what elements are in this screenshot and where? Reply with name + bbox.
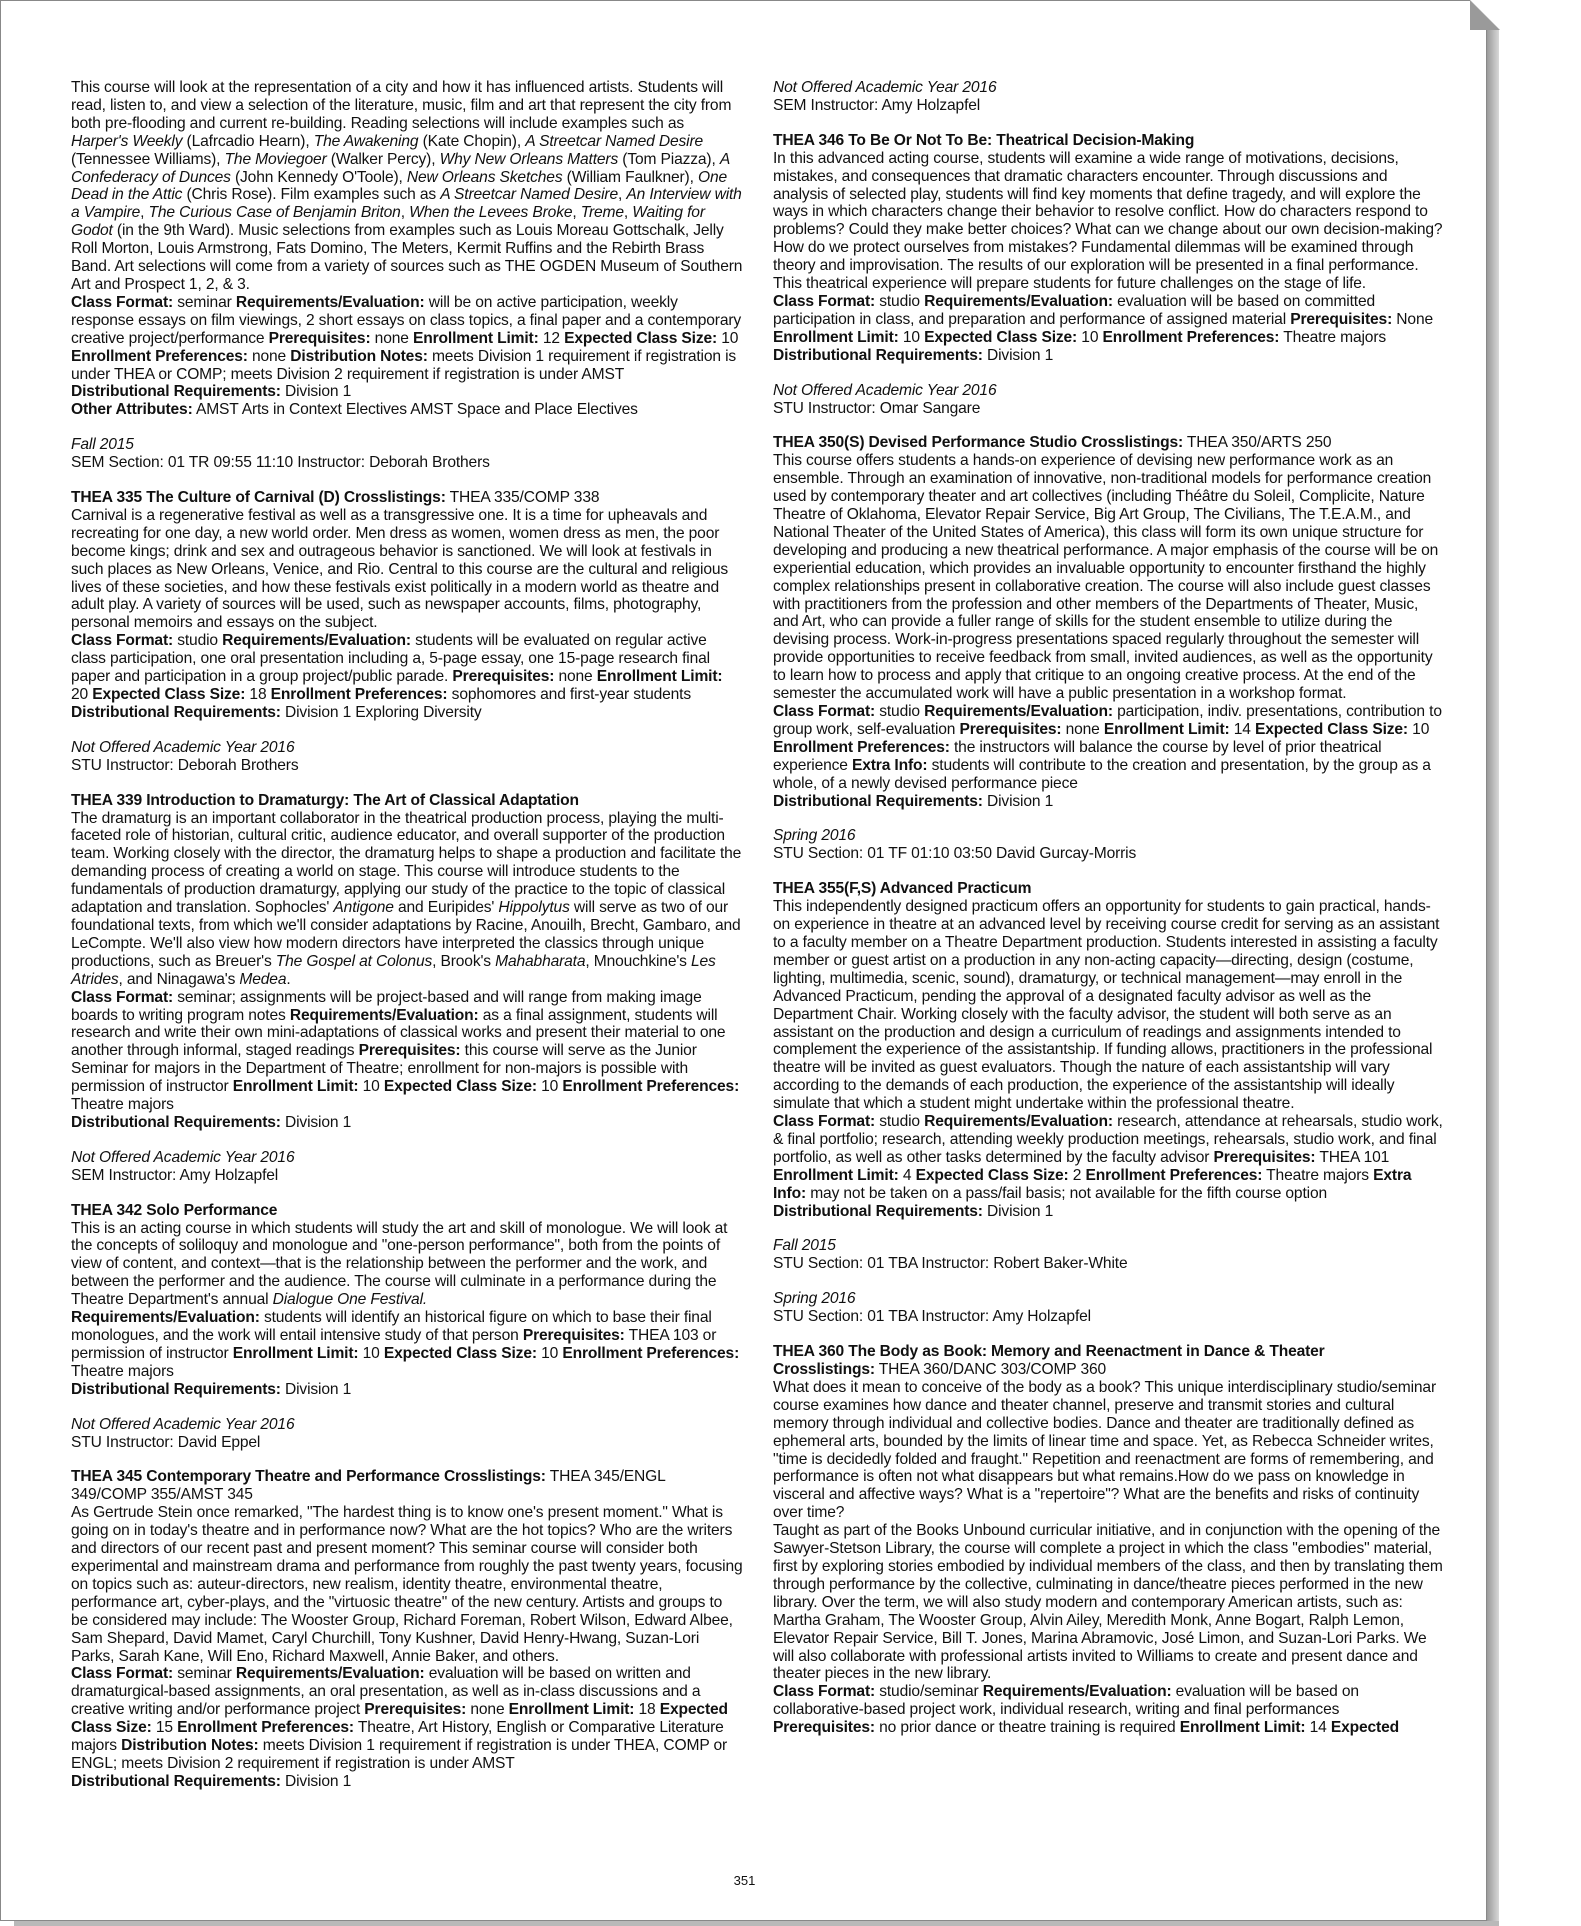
text-run: sophomores and first-year students [447, 686, 691, 703]
course-description [71, 810, 743, 989]
bold-label: Requirements/Evaluation: [235, 293, 425, 311]
text-run: (Tom Piazza), [618, 150, 720, 168]
schedule-term: Not Offered Academic Year 2016 [773, 381, 997, 399]
bold-label: Extra Info: [773, 1166, 1412, 1202]
bold-label: Class Format: [71, 988, 174, 1006]
text-run: In this advanced acting course, students will examine a wide range of motivations, decisions, mistakes, and consequences that dramatic characters encounter. Through discussions and analysis of selected play, students will find key moments that define tragedy, and will explore the ways in which characters change their behavior to resolve conflict. How do characters respond to problems? Could they make better choices? What can we change about our own decision-making? How do we protect ourselves from mistakes? Fundamental dilemmas will be examined through theory and improvisation. The results of our exploration will be presented in a final performance. This theatrical experience will prepare students for future challenges on the stage of life. [773, 149, 1443, 293]
text-run: This course will look at the representation of a city and how it has influenced artists. Students will read, listen to, and view a selection of the literature, music, film and art that represent the city from both pre-flooding and current re-building. Reading selections will include examples such as [71, 79, 732, 132]
bold-label: Prerequisites: [773, 1719, 875, 1737]
course-thea-355 [773, 880, 1445, 1220]
course-description [71, 507, 743, 632]
page-shadow-bottom [14, 1921, 1499, 1926]
text-run: research, attendance at rehearsals, studio work, & final portfolio; research, attending weekly production meetings, rehearsals, studio work, and final portfolio, as well as other tasks determined by the faculty advisor [773, 1113, 1443, 1166]
text-run: 10 [358, 1078, 384, 1096]
distributional-requirements [773, 1203, 1445, 1221]
bold-label: Requirements/Evaluation: [235, 1665, 425, 1683]
italic-text: The Awakening [313, 132, 419, 150]
text-run: students will identify an historical figure on which to base their final monologues, and the work will entail intensive study of that person [71, 1309, 712, 1344]
text-run: Taught as part of the Books Unbound curricular initiative, and in conjunction with the opening of the Sawyer-Stetson Library, the course will complete a project in which the class "embodies" material, first by exploring stories embodied by individual members of the class, and then by translating them through performance by the collective, culminating in dance/theatre pieces performed in the new library. Over the term, we will also study modern and contemporary American artists, such as: Martha Graham, The Wooster Group, Alvin Ailey, Meredith Monk, Anne Bogart, Ralph Lemon, Elevator Repair Service, Bill T. Jones, Marina Abramovic, José Limon, and Suzan-Lori Parks. We will also collaborate with professional artists invited to Williams to create and present dance and theater pieces in the new library. [773, 1522, 1443, 1683]
course-details [773, 293, 1445, 347]
schedule-block [71, 739, 743, 775]
italic-text: The Moviegoer [224, 150, 327, 168]
schedule-block [773, 79, 1445, 115]
schedule-term: Fall 2015 [71, 436, 134, 454]
text-run: 10 [717, 329, 739, 347]
text-run: THEA 360/DANC 303/COMP 360 [874, 1361, 1107, 1378]
bold-label: Enrollment Preferences: [1085, 1166, 1263, 1184]
schedule-term: Not Offered Academic Year 2016 [71, 1148, 295, 1166]
course-details [773, 1683, 1445, 1737]
course-description [773, 452, 1445, 703]
text-run: students will be evaluated on regular active class participation, one oral presentation including a, 5-page essay, one 15-page research final paper and participation in a group project/public parade. [71, 632, 710, 686]
text-run: Division 1 [280, 1113, 352, 1131]
schedule-term: Not Offered Academic Year 2016 [773, 79, 997, 96]
italic-text: Waiting for Godot [71, 204, 705, 240]
text-run: none [370, 329, 413, 347]
bold-label: Expected Class Size: [564, 329, 718, 347]
bold-label: Prerequisites: [959, 720, 1062, 738]
bold-label: Class Format: [71, 293, 174, 311]
course-details [71, 294, 743, 384]
schedule-block [773, 1237, 1445, 1273]
schedule-section: SEM Instructor: Amy Holzapfel [71, 1166, 279, 1184]
right-column [773, 79, 1445, 1754]
bold-label: THEA 360 The Body as Book: Memory and Reenactment in Dance & Theater [773, 1343, 1325, 1361]
text-run: Division 1 [982, 346, 1054, 364]
text-run: none [466, 1701, 509, 1719]
bold-label: Distributional Requirements: [71, 1113, 281, 1131]
bold-label: Distributional Requirements: [71, 1380, 281, 1398]
course-description [773, 1379, 1445, 1522]
bold-label: Enrollment Limit: [1103, 720, 1230, 738]
schedule-section: SEM Section: 01 TR 09:55 11:10 Instructor: Deborah Brothers [71, 454, 490, 472]
course-intro-new-orleans [71, 79, 743, 419]
text-run: Division 1 [982, 792, 1054, 810]
bold-label: Prerequisites: [452, 668, 555, 686]
bold-label: Expected Class Size: [924, 328, 1078, 346]
text-run: None [1392, 310, 1433, 328]
text-run: seminar [173, 293, 236, 311]
schedule-block [71, 1149, 743, 1185]
text-run: Theatre majors [71, 1362, 174, 1380]
text-run: studio/seminar [875, 1683, 983, 1701]
schedule-section: STU Instructor: Omar Sangare [773, 399, 981, 417]
text-run: will be on active participation, weekly response essays on film viewings, 2 short essays on class topics, a final paper and a contemporary creative project/performance [71, 293, 742, 347]
bold-label: Enrollment Preferences: [773, 738, 950, 756]
course-title [773, 1343, 1445, 1361]
schedule-term: Not Offered Academic Year 2016 [71, 738, 295, 756]
schedule-section: SEM Instructor: Amy Holzapfel [773, 96, 981, 114]
schedule-section: STU Instructor: Deborah Brothers [71, 756, 299, 774]
course-title [71, 489, 743, 507]
bold-label: Distributional Requirements: [773, 792, 983, 810]
text-run: studio [173, 632, 223, 650]
bold-label: Prerequisites: [522, 1327, 625, 1344]
bold-label: Enrollment Limit: [1179, 1719, 1306, 1737]
text-run: This independently designed practicum offers an opportunity for students to gain practical, hands-on experience in theatre at an advanced level by receiving course credit for serving as an assistant to a faculty member on a Theatre Department production. Students interested in assisting a faculty member or guest artist on a production in any non-acting capacity—directing, design (costume, lighting, multimedia, scenic, sound), dramaturgy, or technical management—may enroll in the Advanced Practicum, pending the approval of a designated faculty advisor as well as the Department Chair. Working closely with the faculty advisor, the student will both serve as an assistant on the production and design a curriculum of readings and assignments intended to complement the experience of the assistantship. If funding allows, practitioners in the professional theatre will be invited as guest evaluators. Though the nature of each assistantship will vary according to the demands of each production, the experience of the assistantship will ideally simulate that which a student might undertake within the professional theatre. [773, 898, 1440, 1113]
bold-label: Prerequisites: [1213, 1148, 1316, 1166]
text-run: will serve as two of our foundational texts, from which we'll consider adaptations by Racine, Anouilh, Brecht, Gambaro, and LeCompte. We'll also view how modern directors have interpreted the classics through unique productions, such as Breuer's [71, 899, 741, 970]
text-run: , [400, 204, 410, 222]
bold-label: Class Format: [773, 1113, 876, 1131]
bold-label: Requirements/Evaluation: [71, 1309, 260, 1327]
text-run: no prior dance or theatre training is required [874, 1719, 1180, 1737]
text-run: 15 [151, 1719, 178, 1737]
bold-label: Enrollment Limit: [232, 1078, 359, 1096]
bold-label: Distribution Notes: [290, 347, 428, 365]
text-run: (Tennessee Williams), [71, 150, 225, 168]
distributional-requirements [71, 1773, 743, 1791]
text-run: THEA 335/COMP 338 [445, 489, 600, 507]
text-run: What does it mean to conceive of the body as a book? This unique interdisciplinary studio/seminar course examines how dance and theater channel, preserve and transmit stories and cultural memory through individual and collective bodies. Dance and theater are traditionally defined as ephemeral arts, bounded by the limits of linear time and space. Yet, as Rebecca Schneider writes, "time is decidedly folded and fraught." Repetition and reenactment are forms of remembering, and performance is often not what disappears but what remains.How do we pass on knowledge in visceral and affective ways? What is a "repertoire"? What are the benefits and risks of continuity over time? [773, 1378, 1437, 1522]
text-run: seminar [173, 1665, 236, 1683]
schedule-section: STU Section: 01 TBA Instructor: Robert Baker-White [773, 1255, 1128, 1273]
text-run: studio [875, 703, 925, 720]
course-details [71, 989, 743, 1114]
course-description [71, 1504, 743, 1665]
text-run: (Kate Chopin), [418, 132, 526, 150]
text-run: seminar; assignments will be project-based and will range from making image boards to writing program notes [71, 988, 702, 1024]
schedule-block [71, 436, 743, 472]
text-run: 10 [1407, 720, 1430, 738]
course-thea-342 [71, 1202, 743, 1399]
course-title [773, 880, 1445, 898]
page-fold-corner [1470, 0, 1500, 30]
text-run: evaluation will be based on written and dramaturgical-based assignments, an oral presentation, as well as in-class discussions and a creative writing and/or performance project [71, 1665, 701, 1719]
text-run: Theatre, Art History, English or Comparative Literature majors [71, 1719, 724, 1755]
text-run: and Euripides' [393, 899, 499, 917]
text-run: Division 1 Exploring Diversity [280, 703, 482, 721]
course-details [773, 1113, 1445, 1203]
bold-label: Other Attributes: [71, 401, 193, 419]
italic-text: Antigone [333, 899, 394, 917]
text-run: (in the 9th Ward). Music selections from examples such as Louis Moreau Gottschalk, Jelly Roll Morton, Louis Armstrong, Fats Domino, The Meters, Kermit Ruffins and the Rebirth Brass Band. Art selections will come from a variety of sources such as THE OGDEN Museum of Southern Art and Prospect 1, 2, & 3. [71, 222, 743, 293]
italic-text: A Streetcar Named Desire [525, 132, 704, 150]
text-run: studio [875, 292, 925, 310]
bold-label: Requirements/Evaluation: [289, 1006, 479, 1024]
bold-label: Distributional Requirements: [71, 703, 281, 721]
bold-label: Distributional Requirements: [71, 383, 281, 401]
text-run: 10 [358, 1344, 384, 1362]
bold-label: Expected Class Size: [383, 1344, 537, 1362]
page-number: 351 [733, 1873, 756, 1888]
text-run: may not be taken on a pass/fail basis; not available for the fifth course option [806, 1184, 1327, 1202]
text-run: (Chris Rose). Film examples such as [182, 186, 441, 204]
italic-text: One Dead in the Attic [71, 168, 727, 204]
bold-label: Enrollment Limit: [773, 1166, 899, 1184]
italic-text: A Confederacy of Dunces [71, 150, 730, 186]
text-run: Carnival is a regenerative festival as well as a transgressive one. It is a time for upheavals and recreating for one day, a new world order. Men dress as women, women dress as men, the poor become kings; drink and sex and outrageous behavior is sanctioned. We will look at festivals in such places as New Orleans, Venice, and Rio. Central to this course are the cultural and religious lives of these societies, and how these festivals exist politically in a modern world as theatre and adult play. A variety of sources will be used, such as newspaper accounts, films, photography, personal memoirs and essays on the subject. [71, 506, 729, 632]
text-run: 2 [1068, 1166, 1086, 1184]
text-run: , [140, 204, 149, 222]
bold-label: Class Format: [773, 1683, 876, 1701]
bold-label: Crosslistings: [773, 1361, 875, 1378]
distributional-requirements [71, 1114, 743, 1132]
course-thea-345 [71, 1468, 743, 1790]
bold-label: Requirements/Evaluation: [982, 1683, 1172, 1701]
text-run: none [247, 347, 291, 365]
text-run: THEA 350/ARTS 250 [1183, 434, 1332, 452]
distributional-requirements [773, 793, 1445, 811]
course-title [773, 434, 1445, 452]
text-run: (Lafrcadio Hearn), [182, 132, 314, 150]
course-title [71, 792, 743, 810]
text-run: THEA 103 or permission of instructor [71, 1327, 717, 1362]
text-run: AMST Arts in Context Electives AMST Space and Place Electives [192, 401, 638, 419]
text-run: Theatre majors [1262, 1166, 1374, 1184]
bold-label: Class Format: [71, 632, 174, 650]
schedule-section: STU Section: 01 TBA Instructor: Amy Holzapfel [773, 1308, 1091, 1326]
bold-label: THEA 339 Introduction to Dramaturgy: The Art of Classical Adaptation [71, 791, 579, 809]
bold-label: Distributional Requirements: [773, 346, 983, 364]
course-title [71, 1202, 743, 1220]
text-run: This is an acting course in which students will study the art and skill of monologue. We will look at the concepts of soliloquy and monologue and "one-person performance", both from the points of view of content, and context—that is the relationship between the performer and the work, and between the performer and the audience. The course will culminate in a performance during the Theatre Department's annual [71, 1219, 728, 1309]
text-run: the instructors will balance the course by level of prior theatrical experience [773, 738, 1382, 774]
course-description [773, 898, 1445, 1113]
bold-label: Enrollment Limit: [232, 1344, 359, 1362]
schedule-block [773, 382, 1445, 418]
text-run: Division 1 [280, 383, 352, 401]
distributional-requirements [71, 704, 743, 722]
text-run: studio [875, 1113, 925, 1131]
text-run: meets Division 1 requirement if registration is under THEA or COMP; meets Division 2 requirement if registration is under AMST [71, 347, 737, 383]
text-run: 14 [1305, 1719, 1331, 1737]
course-details [773, 703, 1445, 793]
schedule-term: Spring 2016 [773, 1290, 856, 1308]
bold-label: Distributional Requirements: [71, 1772, 281, 1790]
text-run: 18 [245, 686, 271, 703]
bold-label: Requirements/Evaluation: [924, 703, 1113, 720]
bold-label: Requirements/Evaluation: [924, 292, 1113, 310]
bold-label: THEA 345 Contemporary Theatre and Performance Crosslistings: [71, 1468, 546, 1486]
text-run: 4 [898, 1166, 916, 1184]
bold-label: Expected Class Size: [71, 1701, 728, 1737]
text-run: this course will serve as the Junior Seminar for majors in the Department of Theatre; enrollment for non-majors is possible with permission of instructor [71, 1042, 697, 1096]
text-run: , [618, 186, 627, 204]
bold-label: Enrollment Preferences: [562, 1344, 740, 1362]
text-run: (John Kennedy O'Toole), [230, 168, 407, 186]
text-run: , [572, 204, 581, 222]
italic-text: New Orleans Sketches [406, 168, 563, 186]
text-run: evaluation will be based on collaborative-based project work, individual research, writing and final performances [773, 1683, 1359, 1719]
text-run: Theatre majors [1279, 328, 1387, 346]
bold-label: Distributional Requirements: [773, 1202, 983, 1220]
text-run: Division 1 [280, 1772, 352, 1790]
course-details [71, 1309, 743, 1381]
text-run: as a final assignment, students will research and write their own mini-adaptations of classical works and present their material to one another through informal, staged readings [71, 1006, 726, 1060]
schedule-block [71, 1416, 743, 1452]
text-run: 10 [536, 1344, 563, 1362]
text-run: , and Ninagawa's [118, 970, 240, 988]
bold-label: Enrollment Preferences: [71, 347, 248, 365]
text-run: 14 [1229, 720, 1255, 738]
text-run: Division 1 [280, 1380, 352, 1398]
schedule-block [773, 1290, 1445, 1326]
distributional-requirements [71, 383, 743, 401]
text-run: students will contribute to the creation and presentation, by the group as a whole, of a newly devised performance piece [773, 756, 1431, 792]
course-description [773, 1522, 1445, 1683]
text-run: , [623, 204, 633, 222]
text-run: . [286, 970, 291, 988]
text-run: Theatre majors [71, 1096, 174, 1114]
text-run: , Brook's [432, 952, 496, 970]
text-run: Division 1 [982, 1202, 1054, 1220]
bold-label: THEA 346 To Be Or Not To Be: Theatrical Decision-Making [773, 131, 1195, 149]
schedule-term: Not Offered Academic Year 2016 [71, 1415, 295, 1433]
bold-label: Enrollment Limit: [773, 328, 899, 346]
text-run: This course offers students a hands-on experience of devising new performance work as an ensemble. Through an examination of innovative, non-traditional models for performance creation used by contemporary theater and art collectives (including Théâtre du Soleil, Complicite, Nature Theatre of Oklahoma, Elevator Repair Service, Big Art Group, The Civilians, The T.E.A.M., and National Theater of the United States of America), this class will form its own unique structure for developing and producing a new theatrical performance. A major emphasis of the course will be on experiential education, which provides an invaluable opportunity to encounter firsthand the highly complex relationships present in collaborative creation. The course will also include guest classes with practitioners from the profession and other members of the Departments of Theater, Music, and Art, who can provide a fuller range of skills for the student ensemble to utilize during the devising process. Work-in-progress presentations spaced regularly throughout the semester will provide opportunities to receive feedback from small, invited audiences, as well as the opportunity to learn how to process and apply that critique to an ongoing creative process. At the end of the semester the accumulated work will have a public presentation in a workshop format. [773, 452, 1439, 703]
distributional-requirements [71, 1381, 743, 1399]
bold-label: Requirements/Evaluation: [924, 1113, 1113, 1131]
bold-label: Prerequisites: [268, 329, 371, 347]
text-run: As Gertrude Stein once remarked, "The hardest thing is to know one's present moment." What is going on in today's theatre and in performance now? What are the hot topics? Who are the writers and directors of our recent past and present moment? This seminar course will consider both experimental and mainstream drama and performance from roughly the past twenty years, focusing on topics such as: auteur-directors, new realism, identity theatre, environmental theatre, performance art, cyber-plays, and the "virtuosic theatre" of the new century. Artists and groups to be considered may include: The Wooster Group, Richard Foreman, Robert Wilson, Edward Albee, Sam Shepard, David Mamet, Caryl Churchill, Tony Kushner, David Henry-Hwang, Suzan-Lori Parks, Sarah Kane, Will Eno, Richard Maxwell, Annie Baker, and others. [71, 1504, 743, 1665]
course-description [773, 150, 1445, 293]
italic-text: Les Atrides [71, 952, 716, 988]
bold-label: Class Format: [773, 292, 876, 310]
bold-label: Expected Class Size: [383, 1078, 537, 1096]
course-details [71, 632, 743, 704]
page-shadow-right [1487, 14, 1499, 1926]
schedule-section: STU Section: 01 TF 01:10 03:50 David Gurcay-Morris [773, 845, 1137, 863]
text-run: THEA 345/ENGL 349/COMP 355/AMST 345 [71, 1468, 666, 1504]
bold-label: Prerequisites: [364, 1701, 467, 1719]
schedule-term: Fall 2015 [773, 1237, 836, 1255]
italic-text: When the Levees Broke [409, 204, 573, 222]
italic-text: Hippolytus [498, 899, 570, 917]
bold-label: Expected Class Size: [92, 686, 246, 703]
course-description [71, 1220, 743, 1310]
bold-label: Prerequisites: [358, 1042, 461, 1060]
text-run: participation, indiv. presentations, contribution to group work, self-evaluation [773, 703, 1442, 738]
course-title [71, 1468, 743, 1504]
bold-label: Enrollment Limit: [508, 1701, 635, 1719]
course-thea-346 [773, 132, 1445, 365]
bold-label: Enrollment Preferences: [1102, 328, 1280, 346]
text-run: THEA 101 [1315, 1148, 1390, 1166]
distributional-requirements [773, 347, 1445, 365]
course-description [71, 79, 743, 294]
schedule-section: STU Instructor: David Eppel [71, 1433, 261, 1451]
text-run: (William Faulkner), [562, 168, 698, 186]
bold-label: Expected Class Size: [915, 1166, 1069, 1184]
text-run: 10 [1077, 328, 1103, 346]
text-run: (Walker Percy), [326, 150, 440, 168]
bold-label: Enrollment Limit: [412, 329, 539, 347]
bold-label: THEA 355(F,S) Advanced Practicum [773, 880, 1032, 898]
bold-label: Enrollment Preferences: [270, 686, 448, 703]
bold-label: Enrollment Preferences: [562, 1078, 740, 1096]
text-run: 10 [536, 1078, 563, 1096]
italic-text: Why New Orleans Matters [439, 150, 619, 168]
bold-label: THEA 350(S) Devised Performance Studio Crosslistings: [773, 434, 1184, 452]
italic-text: Mahabharata [495, 952, 586, 970]
bold-label: THEA 342 Solo Performance [71, 1201, 278, 1219]
italic-text: A Streetcar Named Desire [440, 186, 619, 204]
italic-text: Medea [239, 970, 287, 988]
bold-label: Expected Class Size: [1254, 720, 1408, 738]
bold-label: Extra Info: [851, 756, 928, 774]
bold-label: THEA 335 The Culture of Carnival (D) Crosslistings: [71, 489, 446, 507]
text-run: The dramaturg is an important collaborator in the theatrical production process, playing the multi-faceted role of historian, cultural critic, audience educator, and overall supporter of the production team. Working closely with the director, the dramaturg helps to shape a production and facilitate the demanding process of creating a world on stage. This course will introduce students to the fundamentals of production dramaturgy, applying our study of the practice to the topic of classical adaptation and translation. Sophocles' [71, 809, 742, 917]
course-details [71, 1665, 743, 1772]
text-run: 20 [71, 686, 93, 703]
course-title [773, 132, 1445, 150]
course-thea-360 [773, 1343, 1445, 1737]
text-run: meets Division 1 requirement if registration is under THEA, COMP or ENGL; meets Division 2 requirement if registration is under AMST [71, 1737, 728, 1772]
text-run: 12 [538, 329, 565, 347]
bold-label: Class Format: [71, 1665, 174, 1683]
course-thea-339 [71, 792, 743, 1132]
bold-label: Expected [1330, 1719, 1399, 1737]
text-run: 18 [634, 1701, 660, 1719]
bold-label: Distribution Notes: [121, 1737, 259, 1755]
bold-label: Class Format: [773, 703, 876, 720]
left-column [71, 79, 743, 1808]
schedule-term: Spring 2016 [773, 827, 856, 845]
schedule-block [773, 827, 1445, 863]
text-run: none [554, 668, 597, 686]
italic-text: The Gospel at Colonus [275, 952, 433, 970]
italic-text: The Curious Case of Benjamin Briton [148, 204, 401, 222]
italic-text: Harper's Weekly [71, 132, 183, 150]
text-run: 10 [898, 328, 925, 346]
bold-label: Requirements/Evaluation: [222, 632, 411, 650]
bold-label: Enrollment Limit: [596, 668, 723, 686]
italic-text: An Interview with a Vampire [71, 186, 742, 222]
course-crosslistings [773, 1361, 1445, 1379]
italic-text: Treme [580, 204, 624, 222]
text-run: none [1061, 720, 1104, 738]
course-thea-350 [773, 434, 1445, 810]
text-run: , Mnouchkine's [585, 952, 691, 970]
bold-label: Prerequisites: [1290, 310, 1393, 328]
bold-label: Enrollment Preferences: [177, 1719, 354, 1737]
text-run: evaluation will be based on committed participation in class, and preparation and performance of assigned material [773, 292, 1376, 328]
italic-text: Dialogue One Festival. [272, 1291, 428, 1309]
other-attributes [71, 401, 743, 419]
course-thea-335 [71, 489, 743, 722]
